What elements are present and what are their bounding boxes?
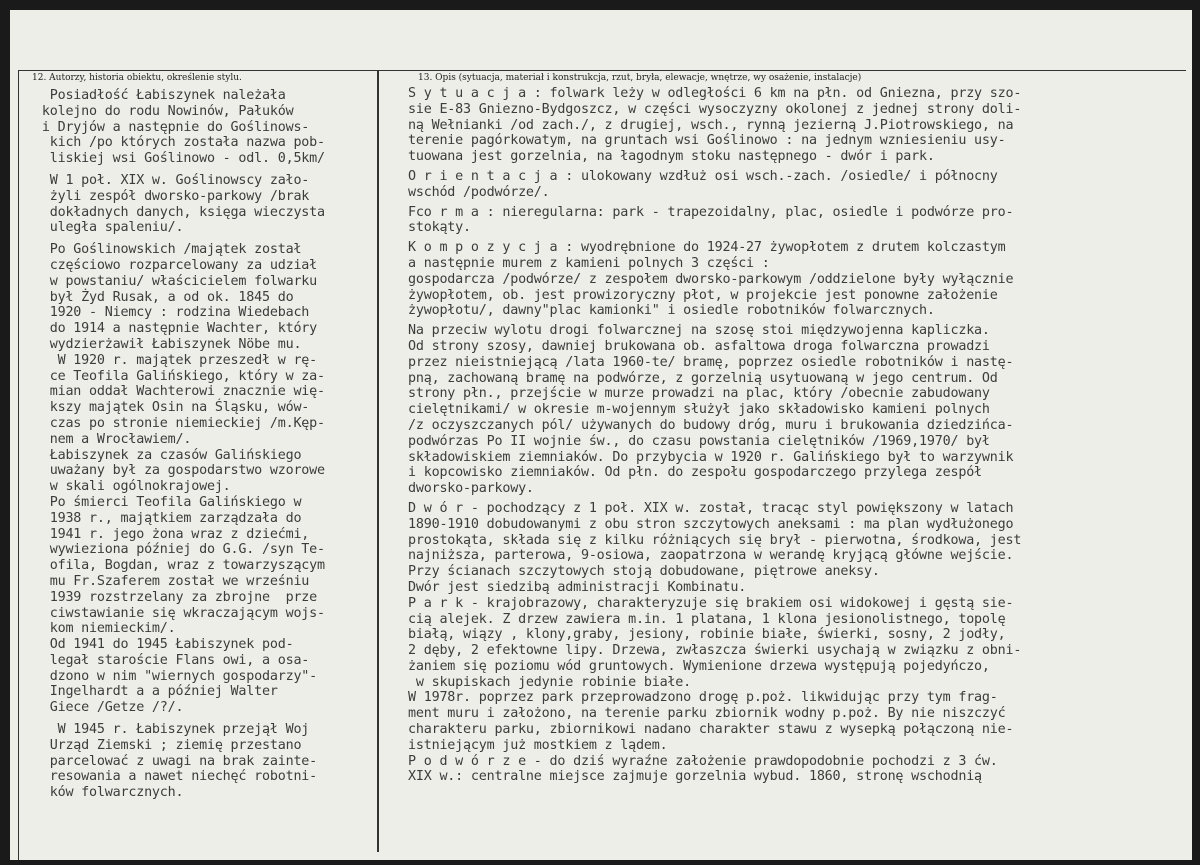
text-line: mu Fr.Szaferem został we wrześniu <box>34 573 310 589</box>
text-line: ment muru i założono, na terenie parku zbiornik wodny p.poż. By nie niszczyć <box>408 706 1006 722</box>
text-line: wywieziona później do G.G. /syn Te- <box>34 542 325 558</box>
section-13-heading: 13. Opis (sytuacja, materiał i konstrukcja, rzut, bryła, elewacje, wnętrze, wy osażenie, instalacje) <box>418 73 862 83</box>
text-line: tuowana jest gorzelnia, na łagodnym stoku następnego - dwór i park. <box>408 149 935 165</box>
text-line: żyli zespół dworsko-parkowy /brak <box>34 188 310 204</box>
text-line: parcelować z uwagi na brak zainte- <box>34 753 318 769</box>
paragraph <box>408 169 1190 201</box>
text-line: strony płn., przejście w murze prowadzi na plac, który /obecnie zabudowany <box>408 386 990 402</box>
text-line: cielętnikami/ w okresie m-wojennym służył jako składowisko kamieni polnych <box>408 402 990 418</box>
text-line: Dwór jest siedzibą administracji Kombinatu. <box>408 579 747 595</box>
text-line: ciwstawianie się wkraczającym wojs- <box>34 605 325 621</box>
text-line: 1939 rozstrzelany za zbrojne prze <box>34 589 318 605</box>
text-line: kich /po których została nazwa pob- <box>34 135 325 151</box>
text-line: Od strony szosy, dawniej brukowana ob. asfaltowa droga folwarczna prowadzi <box>408 338 990 354</box>
paragraph <box>34 242 376 716</box>
text-line: P a r k - krajobrazowy, charakteryzuje się brakiem osi widokowej i gęstą sie- <box>408 595 1014 611</box>
paragraph <box>408 86 1190 165</box>
description-column <box>408 86 1190 785</box>
text-line: resowania a nawet niechęć robotni- <box>34 769 318 785</box>
text-line: uległa spaleniu/. <box>34 220 184 236</box>
text-line: Po Goślinowskich /majątek został <box>34 242 302 258</box>
text-line: pną, zachowaną bramę na podwórze, z gorzelnią usytuowaną w jego centrum. Od <box>408 370 998 386</box>
text-line: był Żyd Rusak, a od ok. 1845 do <box>34 289 294 305</box>
text-line: ce Teofila Galińskiego, który w za- <box>34 368 325 384</box>
text-line: legał staroście Flans owi, a osa- <box>34 652 310 668</box>
text-line: W 1945 r. Łabiszynek przejął Woj <box>34 722 310 738</box>
text-line: ków folwarcznych. <box>34 785 184 801</box>
text-line: charakteru parku, zbiornikowi nadano charakter stawu z wysepką połączoną nie- <box>408 722 1014 738</box>
text-line: kolejno do rodu Nowinów, Pałuków <box>34 103 294 119</box>
paragraph <box>34 173 376 236</box>
text-line: najniższa, parterowa, 9-osiowa, zaopatrzona w werandę kryjącą główne wejście. <box>408 548 1014 564</box>
text-line: nem a Wrocławiem/. <box>34 431 192 447</box>
text-line: cią alejek. Z drzew zawiera m.in. 1 platana, 1 klona jesionolistnego, topolę <box>408 611 1006 627</box>
text-line: W 1920 r. majątek przeszedł w rę- <box>34 352 318 368</box>
text-line: składowiskiem ziemniaków. Do przybycia w 1920 r. Galińskiego był to warzywnik <box>408 449 1014 465</box>
text-line: istniejącym już mostkiem z lądem. <box>408 737 668 753</box>
text-line: Urząd Ziemski ; ziemię przestano <box>34 737 302 753</box>
column-divider <box>377 70 379 852</box>
text-line: żaniem się poziomu wód gruntowych. Wymienione drzewa występują pojedyńczo, <box>408 658 990 674</box>
text-line: K o m p o z y c j a : wyodrębnione do 1924-27 żywopłotem z drutem kolczastym <box>408 240 1006 256</box>
text-line: Na przeciw wylotu drogi folwarcznej na szosę stoi międzywojenna kapliczka. <box>408 323 990 339</box>
text-line: terenie pagórkowatym, na gruntach wsi Goślinowo : na jednym wzniesieniu usy- <box>408 133 1006 149</box>
paragraph <box>408 323 1190 497</box>
text-line: i Dryjów a następnie do Goślinows- <box>34 119 310 135</box>
text-line: żywopłotem, ob. jest prowizoryczny płot, w projekcie jest ponowne założenie <box>408 287 998 303</box>
text-line: przez nieistniejącą /lata 1960-te/ bramę, poprzez osiedle robotników i nastę- <box>408 354 1014 370</box>
paragraph <box>34 722 376 801</box>
text-line: dokładnych danych, księga wieczysta <box>34 204 325 220</box>
text-line: Od 1941 do 1945 Łabiszynek pod- <box>34 637 294 653</box>
text-line: w powstaniu/ właścicielem folwarku <box>34 273 318 289</box>
text-line: stokąty. <box>408 220 471 236</box>
top-rule <box>18 70 1186 71</box>
text-line: dworsko-parkowy. <box>408 481 534 497</box>
text-line: wschód /podwórze/. <box>408 184 550 200</box>
paragraph <box>408 205 1190 237</box>
text-line: częściowo rozparcelowany za udział <box>34 257 318 273</box>
text-line: liskiej wsi Goślinowo - odl. 0,5km/ <box>34 151 325 167</box>
text-line: 2 dęby, 2 efektowne lipy. Drzewa, zwłaszcza świerki usychają w związku z obni- <box>408 643 1022 659</box>
text-line: wydzierżawił Łabiszynek Nöbe mu. <box>34 336 302 352</box>
text-line: P o d w ó r z e - do dziś wyraźne założenie prawdopodobnie pochodzi z 3 ćw. <box>408 753 998 769</box>
text-line: /z oczyszczanych pól/ używanych do budowy dróg, muru i brukowania dziedzińca- <box>408 417 1014 433</box>
text-line: ną Wełnianki /od zach./, z drugiej, wsch., rynną jezierną J.Piotrowskiego, na <box>408 117 1014 133</box>
text-line: kszy majątek Osin na Śląsku, wów- <box>34 400 310 416</box>
text-line: sie E-83 Gniezno-Bydgoszcz, w części wysoczyzny okolonej z jednej strony doli- <box>408 101 1022 117</box>
text-line: S y t u a c j a : folwark leży w odległości 6 km na płn. od Gniezna, przy szo- <box>408 86 1022 101</box>
text-line: D w ó r - pochodzący z 1 poł. XIX w. został, tracąc styl powiększony w latach <box>408 500 1014 516</box>
left-rule <box>18 70 19 860</box>
text-line: W 1978r. poprzez park przeprowadzono drogę p.poż. likwidując przy tym frag- <box>408 690 998 706</box>
document-page <box>10 10 1192 860</box>
text-line: Posiadłość Łabiszynek należała <box>34 88 286 103</box>
text-line: gospodarcza /podwórze/ z zespołem dworsko-parkowym /oddzielone były wyłącznie <box>408 271 1014 287</box>
section-12-heading: 12. Autorzy, historia obiektu, określenie stylu. <box>32 73 242 83</box>
text-line: Giece /Getze /?/. <box>34 700 184 716</box>
text-line: i kopcowisko ziemniaków. Od płn. do zespołu gospodarczego przylega zespół <box>408 465 982 481</box>
text-line: prostokąta, składa się z kilku różniących się brył - pierwotna, środkowa, jest <box>408 532 1022 548</box>
text-line: W 1 poł. XIX w. Goślinowscy zało- <box>34 172 310 188</box>
text-line: kom niemieckim/. <box>34 621 176 637</box>
text-line: Ingelhardt a a później Walter <box>34 684 278 700</box>
text-line: ofila, Bogdan, wraz z towarzyszącym <box>34 558 325 574</box>
text-line: w skali ogólnokrajowej. <box>34 479 231 495</box>
text-line: do 1914 a następnie Wachter, który <box>34 321 318 337</box>
paragraph <box>408 240 1190 319</box>
text-line: a następnie murem z kamieni polnych 3 części : <box>408 255 770 271</box>
text-line: 1941 r. jego żona wraz z dziećmi, <box>34 526 310 542</box>
paragraph <box>408 501 1190 785</box>
text-line: 1890-1910 dobudowanymi z obu stron szczytowych aneksami : ma plan wydłużonego <box>408 516 1014 532</box>
text-line: 1920 - Niemcy : rodzina Wiedebach <box>34 305 310 321</box>
text-line: białą, wiązy , klony,graby, jesiony, robinie białe, świerki, sosny, 2 jodły, <box>408 627 1006 643</box>
text-line: podwórzas Po II wojnie św., do czasu powstania cielętników /1969,1970/ był <box>408 433 990 449</box>
text-line: w skupiskach jedynie robinie białe. <box>408 674 692 690</box>
text-line: uważany był za gospodarstwo wzorowe <box>34 463 325 479</box>
paragraph <box>34 88 376 167</box>
history-column <box>34 88 376 801</box>
text-line: XIX w.: centralne miejsce zajmuje gorzelnia wybud. 1860, stronę wschodnią <box>408 769 982 785</box>
text-line: czas po stronie niemieckiej /m.Kęp- <box>34 415 325 431</box>
text-line: dzono w nim "wiernych gospodarzy"- <box>34 668 318 684</box>
text-line: 1938 r., majątkiem zarządzała do <box>34 510 302 526</box>
text-line: Łabiszynek za czasów Galińskiego <box>34 447 302 463</box>
text-line: Fco r m a : nieregularna: park - trapezoidalny, plac, osiedle i podwórze pro- <box>408 204 1014 220</box>
text-line: O r i e n t a c j a : ulokowany wzdłuż osi wsch.-zach. /osiedle/ i północny <box>408 168 998 184</box>
text-line: żywopłotu/, dawny"plac kamionki" i osiedle robotników folwarcznych. <box>408 303 935 319</box>
text-line: Po śmierci Teofila Galińskiego w <box>34 494 302 510</box>
text-line: Przy ścianach szczytowych stoją dobudowane, piętrowe aneksy. <box>408 564 880 580</box>
text-line: mian oddał Wachterowi znacznie wię- <box>34 384 325 400</box>
